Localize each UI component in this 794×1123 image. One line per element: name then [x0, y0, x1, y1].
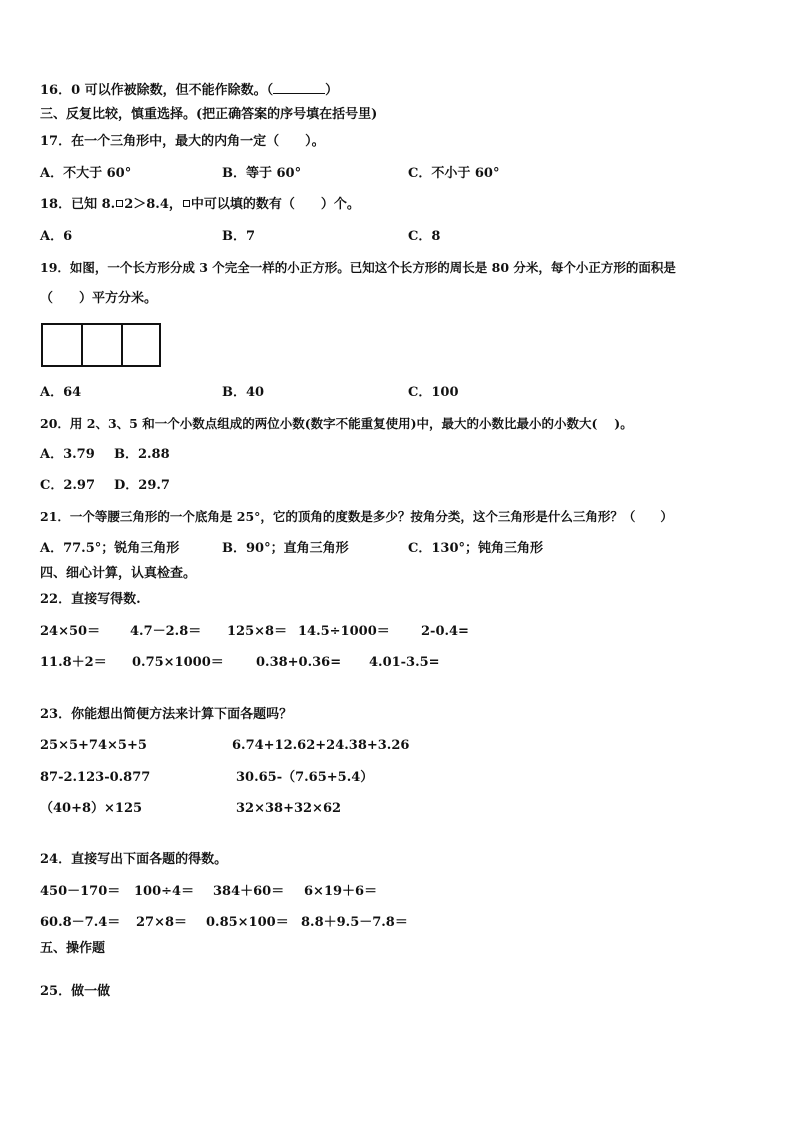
- q18-stem-part-c: 中可以填的数有（ ）个。: [190, 197, 360, 212]
- question-17-stem: 17．在一个三角形中，最大的内角一定（ ）。: [40, 134, 325, 149]
- q21-option-c: C．130°；钝角三角形: [408, 541, 543, 556]
- rectangle-three-squares-figure: [41, 323, 161, 367]
- q24-item: 27×8＝: [136, 915, 188, 930]
- q23-item: 6.74+12.62+24.38+3.26: [232, 738, 410, 753]
- question-24-stem: 24．直接写出下面各题的得数。: [40, 852, 228, 867]
- q21-option-b: B．90°；直角三角形: [222, 541, 349, 556]
- question-19-stem-line2: （ ）平方分米。: [40, 291, 158, 306]
- q24-item: 384＋60＝: [213, 884, 285, 899]
- q17-option-b: B．等于 60°: [222, 166, 302, 181]
- question-23-stem: 23．你能想出简便方法来计算下面各题吗？: [40, 707, 293, 722]
- q24-item: 6×19＋6＝: [304, 884, 378, 899]
- q18-stem-part-a: 18．已知 8.: [40, 197, 116, 212]
- q23-item: （40+8）×125: [40, 801, 143, 816]
- q22-item: 0.38+0.36=: [256, 655, 342, 670]
- q22-item: 14.5÷1000＝: [298, 624, 390, 639]
- section-4-heading: 四、细心计算，认真检查。: [40, 566, 197, 581]
- q18-option-b: B．7: [222, 229, 256, 244]
- q16-close: ）: [325, 83, 339, 98]
- q17-option-a: A．不大于 60°: [40, 166, 132, 181]
- question-25-stem: 25．做一做: [40, 984, 111, 999]
- question-19-stem-line1: 19．如图，一个长方形分成 3 个完全一样的小正方形。已知这个长方形的周长是 80 分米，每个小正方形的面积是: [40, 260, 676, 275]
- q18-stem-part-b: 2＞8.4，: [124, 197, 182, 212]
- q19-option-c: C．100: [408, 385, 459, 400]
- q24-item: 100÷4＝: [134, 884, 195, 899]
- q21-option-a: A．77.5°；锐角三角形: [40, 541, 180, 556]
- q23-item: 30.65-（7.65+5.4）: [236, 770, 374, 785]
- section-5-heading: 五、操作题: [40, 941, 106, 956]
- q16-text: 16．0 可以作被除数，但不能作除数。（: [40, 83, 274, 98]
- q18-option-c: C．8: [408, 229, 441, 244]
- q23-item: 87-2.123-0.877: [40, 770, 151, 785]
- q22-item: 4.7－2.8＝: [130, 624, 202, 639]
- question-18-stem: [40, 197, 360, 213]
- q17-option-c: C．不小于 60°: [408, 166, 500, 181]
- q22-item: 0.75×1000＝: [132, 655, 224, 670]
- q22-item: 2-0.4=: [421, 624, 469, 639]
- section-3-heading: 三、反复比较，慎重选择。(把正确答案的序号填在括号里): [40, 107, 378, 122]
- blank-square-icon: [116, 200, 123, 207]
- q23-item: 25×5+74×5+5: [40, 738, 147, 753]
- q16-answer-blank[interactable]: [273, 81, 325, 94]
- q19-option-b: B．40: [222, 385, 265, 400]
- q19-option-a: A．64: [40, 385, 82, 400]
- q22-item: 125×8＝: [227, 624, 288, 639]
- square-divider: [81, 325, 83, 365]
- q24-item: 8.8＋9.5－7.8＝: [301, 915, 408, 930]
- q22-item: 11.8＋2＝: [40, 655, 107, 670]
- square-divider: [121, 325, 123, 365]
- q24-item: 450－170＝: [40, 884, 121, 899]
- q23-item: 32×38+32×62: [236, 801, 342, 816]
- q20-option-c: C．2.97: [40, 478, 96, 493]
- q22-item: 4.01-3.5=: [369, 655, 440, 670]
- question-20-stem: 20．用 2、3、5 和一个小数点组成的两位小数(数字不能重复使用)中，最大的小数比最小的小数大( )。: [40, 416, 633, 431]
- q20-option-b: B．2.88: [114, 447, 170, 462]
- question-21-stem: 21．一个等腰三角形的一个底角是 25°，它的顶角的度数是多少？按角分类，这个三角形是什么三角形？（ ）: [40, 509, 673, 524]
- q18-option-a: A．6: [40, 229, 73, 244]
- q20-option-a: A．3.79: [40, 447, 95, 462]
- blank-square-icon: [183, 200, 190, 207]
- q20-option-d: D．29.7: [114, 478, 170, 493]
- question-16: [40, 81, 338, 99]
- q22-item: 24×50＝: [40, 624, 101, 639]
- q24-item: 60.8－7.4＝: [40, 915, 121, 930]
- q24-item: 0.85×100＝: [206, 915, 289, 930]
- question-22-stem: 22．直接写得数.: [40, 592, 141, 607]
